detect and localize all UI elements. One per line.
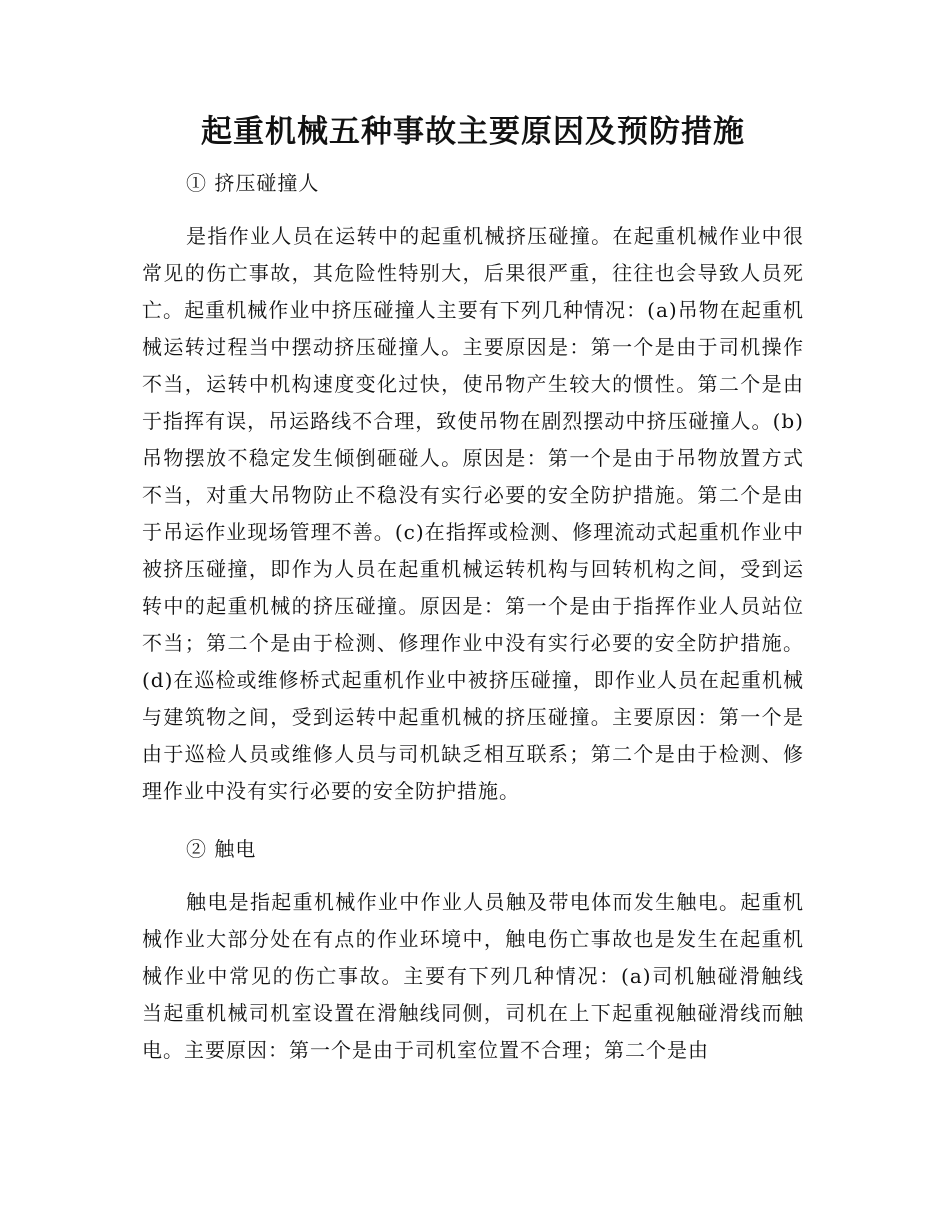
section-paragraph: 触电是指起重机械作业中作业人员触及带电体而发生触电。起重机械作业大部分处在有点的作业环境中，触电伤亡事故也是发生在起重机械作业中常见的伤亡事故。主要有下列几种情况：(a)司机触碰滑触线 当起重机械司机室设置在滑触线同侧，司机在上下起重视触碰滑线而触电。主要原因：第一个是由于司机室位置不合理；第二个是由 (142, 890, 804, 1062)
document-title: 起重机械五种事故主要原因及预防措施 (201, 114, 745, 150)
section-heading: ② 触电 (186, 837, 257, 861)
section-electric-shock (142, 832, 804, 1069)
document-page (142, 0, 804, 1069)
section-heading: ① 挤压碰撞人 (186, 171, 320, 195)
section-crush-collision (142, 166, 804, 810)
section-paragraph: 是指作业人员在运转中的起重机械挤压碰撞。在起重机械作业中很常见的伤亡事故，其危险性特别大，后果很严重，往往也会导致人员死亡。起重机械作业中挤压碰撞人主要有下列几种情况：(a)吊物在起重机械运转过程当中摆动挤压碰撞人。主要原因是：第一个是由于司机操作不当，运转中机构速度变化过快，使吊物产生较大的惯性。第二个是由于指挥有误，吊运路线不合理，致使吊物在剧烈摆动中挤压碰撞人。(b)吊物摆放不稳定发生倾倒砸碰人。原因是：第一个是由于吊物放置方式不当，对重大吊物防止不稳没有实行必要的安全防护措施。第二个是由于吊运作业现场管理不善。(c)在指挥或检测、修理流动式起重机作业中被挤压碰撞，即作为人员在起重机械运转机构与回转机构之间，受到运转中的起重机械的挤压碰撞。原因是：第一个是由于指挥作业人员站位不当；第二个是由于检测、修理作业中没有实行必要的安全防护措施。(d)在巡检或维修桥式起重机作业中被挤压碰撞，即作业人员在起重机械与建筑物之间，受到运转中起重机械的挤压碰撞。主要原因：第一个是由于巡检人员或维修人员与司机缺乏相互联系；第二个是由于检测、修理作业中没有实行必要的安全防护措施。 (142, 224, 804, 803)
